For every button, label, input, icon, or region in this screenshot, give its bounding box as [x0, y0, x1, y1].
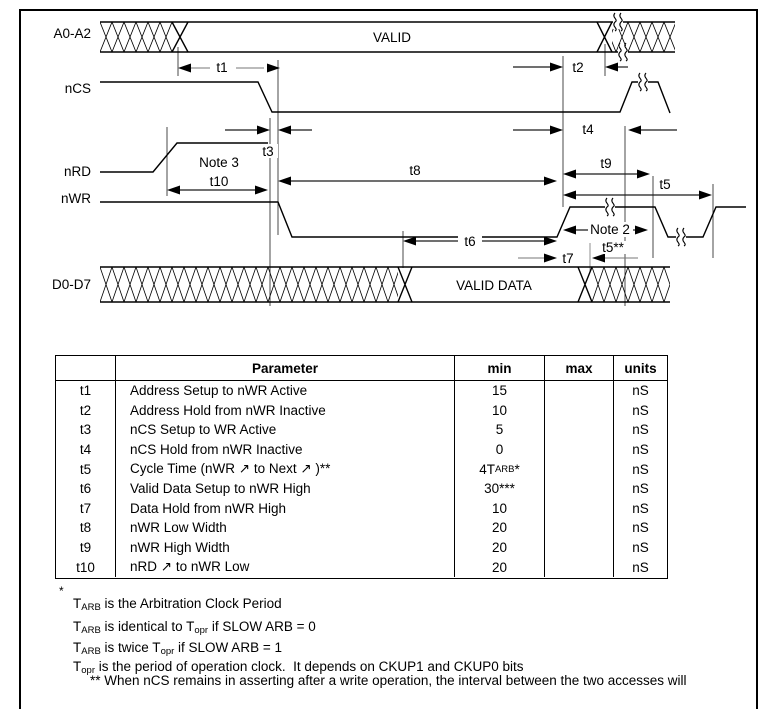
cell-units: nS: [632, 383, 649, 399]
bus-valid-label: VALID: [372, 30, 412, 45]
signal-label-a0a2: A0-A2: [53, 26, 91, 41]
footnote-line-2: $T_{ARB}$ is identical to $T_{opr}$ if SLOW ARB = 0: [73, 619, 316, 636]
cell-max: [545, 401, 614, 421]
cell-min: 30***: [455, 479, 545, 499]
table-row: [56, 557, 667, 577]
dim-label-t9: t9: [600, 156, 612, 171]
cell-units: nS: [632, 540, 649, 556]
cell-parameter: Cycle Time (nWR ↗ to Next ↗ )**: [116, 459, 455, 479]
signal-nwr-waveform: [100, 202, 746, 237]
dim-label-t7: t7: [562, 251, 574, 266]
dim-label-t8: t8: [409, 163, 421, 178]
cell-units: nS: [632, 461, 649, 477]
cell-parameter: nWR High Width: [116, 538, 455, 558]
signal-label-ncs: nCS: [64, 81, 91, 96]
signal-label-nwr: nWR: [61, 191, 91, 206]
cell-id: t9: [56, 538, 116, 558]
table-row: [56, 381, 667, 401]
table-header-id: [56, 356, 116, 380]
dim-label-t5-next: t5**: [602, 240, 624, 255]
cell-min: 10: [455, 499, 545, 519]
table-row: [56, 479, 667, 499]
footnote-line-1: $T_{ARB}$ is the Arbitration Clock Period: [73, 596, 282, 613]
table-row: [56, 401, 667, 421]
cell-min: 20: [455, 557, 545, 577]
cell-min: 15: [455, 381, 545, 401]
cell-max: [545, 538, 614, 558]
bus-valid-data-label: VALID DATA: [456, 278, 532, 293]
cell-max: [545, 557, 614, 577]
cell-id: t7: [56, 499, 116, 519]
dim-label-t5: t5: [659, 177, 671, 192]
signal-label-nrd: nRD: [63, 164, 91, 179]
cell-max: [545, 440, 614, 460]
table-row: [56, 538, 667, 558]
footnote-line-clipped: ** When nCS remains in asserting after a write operation, the interval between the two accesses will: [90, 673, 687, 688]
cell-id: t5: [56, 459, 116, 479]
note2-label: Note 2: [590, 222, 630, 237]
dim-label-t3: t3: [262, 144, 274, 159]
cell-units: nS: [632, 500, 649, 516]
cell-parameter: Address Hold from nWR Inactive: [116, 401, 455, 421]
break-mark: [613, 13, 623, 31]
cell-id: t8: [56, 518, 116, 538]
table-header-parameter: Parameter: [116, 356, 455, 380]
cell-parameter: Valid Data Setup to nWR High: [116, 479, 455, 499]
cell-parameter: nCS Setup to WR Active: [116, 420, 455, 440]
cell-parameter: nWR Low Width: [116, 518, 455, 538]
footnote-line-4: $T_{opr}$ is the period of operation clock. It depends on CKUP1 and CKUP0 bits: [73, 659, 524, 676]
cell-min: 0: [455, 440, 545, 460]
table-header-max: max: [545, 356, 614, 380]
cell-max: [545, 420, 614, 440]
cell-id: t10: [56, 557, 116, 577]
cell-units: nS: [632, 559, 649, 575]
cell-max: [545, 518, 614, 538]
dim-label-t10: t10: [209, 174, 229, 189]
dim-label-t1: t1: [216, 60, 228, 75]
cell-max: [545, 499, 614, 519]
cell-parameter: nCS Hold from nWR Inactive: [116, 440, 455, 460]
cell-parameter: nRD ↗ to nWR Low: [116, 557, 455, 577]
cell-id: t3: [56, 420, 116, 440]
signal-d0d7-waveform: [100, 267, 670, 302]
break-mark: [676, 228, 686, 246]
table-header-units: units: [624, 360, 657, 376]
note3-label: Note 3: [199, 155, 239, 170]
footnote-asterisk: *: [59, 584, 64, 598]
cell-units: nS: [632, 481, 649, 497]
dim-label-t4: t4: [582, 122, 594, 137]
cell-parameter: Address Setup to nWR Active: [116, 381, 455, 401]
table-row: [56, 518, 667, 538]
cell-min: 10: [455, 401, 545, 421]
parameter-table: [55, 355, 668, 579]
cell-max: [545, 381, 614, 401]
table-row: [56, 459, 667, 479]
cell-min: 20: [455, 538, 545, 558]
timing-diagram: [0, 0, 769, 332]
table-body: [56, 381, 667, 577]
footnote-line-3: $T_{ARB}$ is twice $T_{opr}$ if SLOW ARB = 1: [73, 640, 282, 657]
cell-min: 5: [455, 420, 545, 440]
cell-max: [545, 479, 614, 499]
cell-units: nS: [632, 422, 649, 438]
cell-id: t4: [56, 440, 116, 460]
cell-min: 4T ARB *: [455, 459, 545, 479]
signal-nrd-waveform: [100, 143, 268, 172]
cell-id: t6: [56, 479, 116, 499]
cell-units: nS: [632, 442, 649, 458]
cell-units: nS: [632, 402, 649, 418]
signal-label-d0d7: D0-D7: [51, 277, 91, 292]
break-mark: [638, 73, 648, 91]
table-row: [56, 420, 667, 440]
cell-max: [545, 459, 614, 479]
dimension-lines: [179, 67, 700, 241]
table-row: [56, 440, 667, 460]
cell-parameter: Data Hold from nWR High: [116, 499, 455, 519]
signal-ncs-waveform: [100, 82, 670, 113]
dim-label-t2: t2: [572, 60, 584, 75]
break-mark: [605, 198, 615, 216]
table-header-min: min: [455, 356, 545, 380]
table-header-row: [56, 356, 667, 381]
cell-id: t1: [56, 381, 116, 401]
cell-units: nS: [632, 520, 649, 536]
cell-min: 20: [455, 518, 545, 538]
dim-label-t6: t6: [464, 234, 476, 249]
cell-id: t2: [56, 401, 116, 421]
table-row: [56, 499, 667, 519]
